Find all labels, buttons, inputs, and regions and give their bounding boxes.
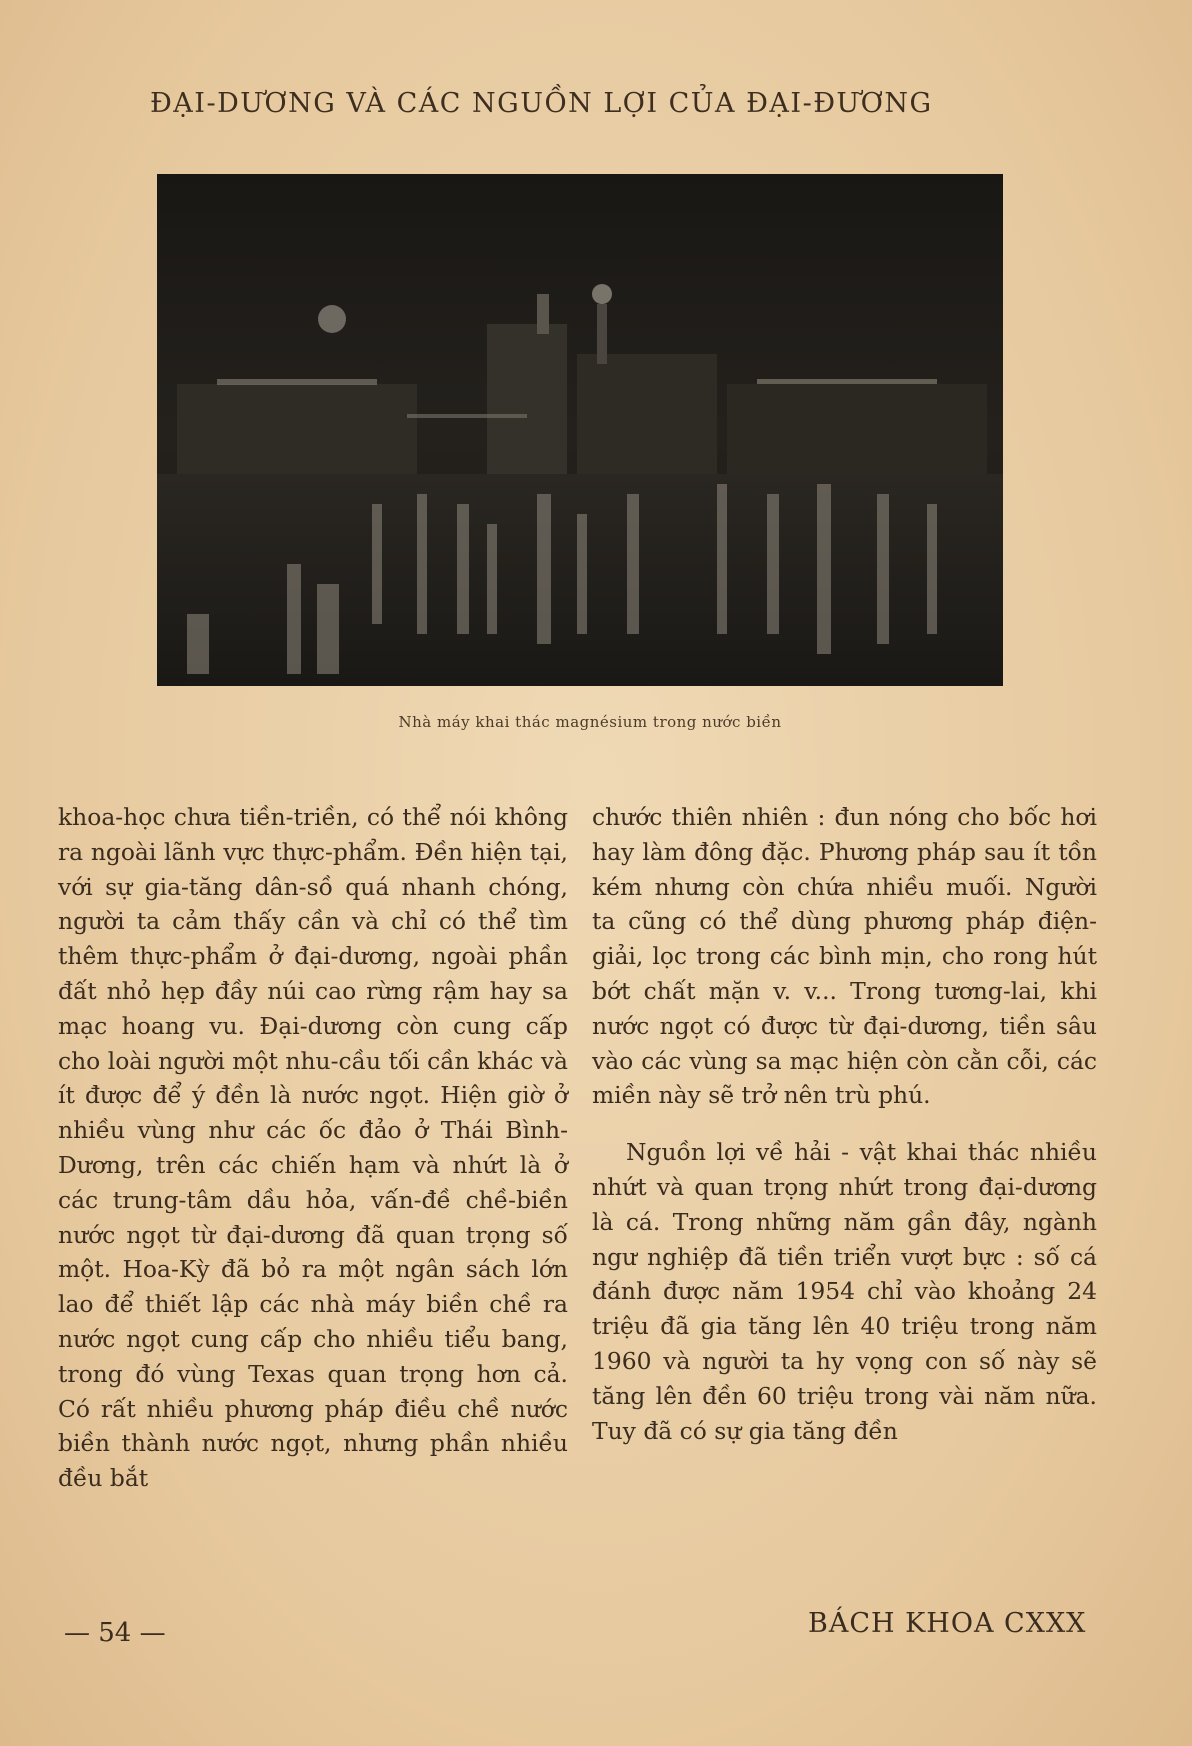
right-paragraph-1: chước thiên nhiên : đun nóng cho bốc hơi hay làm đông đặc. Phương pháp sau ít tồn kém nhưng còn chứa nhiều muối. Người ta cũng có thể dùng phương pháp điện-giải, lọc trong các bình mịn, cho rong hút bớt chất mặn v. v... Trong tương-lai, khi nước ngọt có được từ đại-dương, tiền sâu vào các vùng sa mạc hiện còn cằn cỗi, các miền này sẽ trở nên trù phú.	[592, 803, 1097, 1110]
figure-caption: Nhà máy khai thác magnésium trong nước biền	[398, 713, 782, 731]
right-column	[592, 800, 1097, 1448]
left-column	[58, 800, 568, 1496]
article-title: ĐẠI-DƯƠNG VÀ CÁC NGUỒN LỢI CỦA ĐẠI-ĐƯƠNG	[150, 88, 933, 119]
page-number: — 54 —	[64, 1618, 166, 1648]
factory-night-photo	[157, 174, 1003, 686]
right-paragraph-2: Nguồn lợi về hải - vật khai thác nhiều nhứt và quan trọng nhứt trong đại-dương là cá. Trong những năm gần đây, ngành ngư nghiệp đã tiền triển vượt bực : số cá đánh được năm 1954 chỉ vào khoảng 24 triệu đã gia tăng lên 40 triệu trong năm 1960 và người ta hy vọng con số này sẽ tăng lên đền 60 triệu trong vài năm nữa. Tuy đã có sự gia tăng đền	[592, 1138, 1097, 1445]
left-column-text: khoa-học chưa tiền-triền, có thể nói không ra ngoài lãnh vực thực-phẩm. Đền hiện tại, với sự gia-tăng dân-sồ quá nhanh chóng, người ta cảm thấy cần và chỉ có thể tìm thêm thực-phẩm ở đại-dương, ngoài phần đất nhỏ hẹp đầy núi cao rừng rậm hay sa mạc hoang vu. Đại-dương còn cung cấp cho loài người một nhu-cầu tối cần khác và ít được để ý đền là nước ngọt. Hiện giờ ở nhiều vùng như các ốc đảo ở Thái Bình-Dương, trên các chiến hạm và nhứt là ở các trung-tâm dầu hỏa, vấn-đề chề-biền nước ngọt từ đại-dương đã quan trọng số một. Hoa-Kỳ đã bỏ ra một ngân sách lớn lao để thiết lập các nhà máy biền chề ra nước ngọt cung cấp cho nhiều tiểu bang, trong đó vùng Texas quan trọng hơn cả. Có rất nhiều phương pháp điều chề nước biền thành nước ngọt, nhưng phần nhiều đều bắt	[58, 803, 568, 1493]
journal-name: BÁCH KHOA CXXX	[808, 1608, 1087, 1639]
